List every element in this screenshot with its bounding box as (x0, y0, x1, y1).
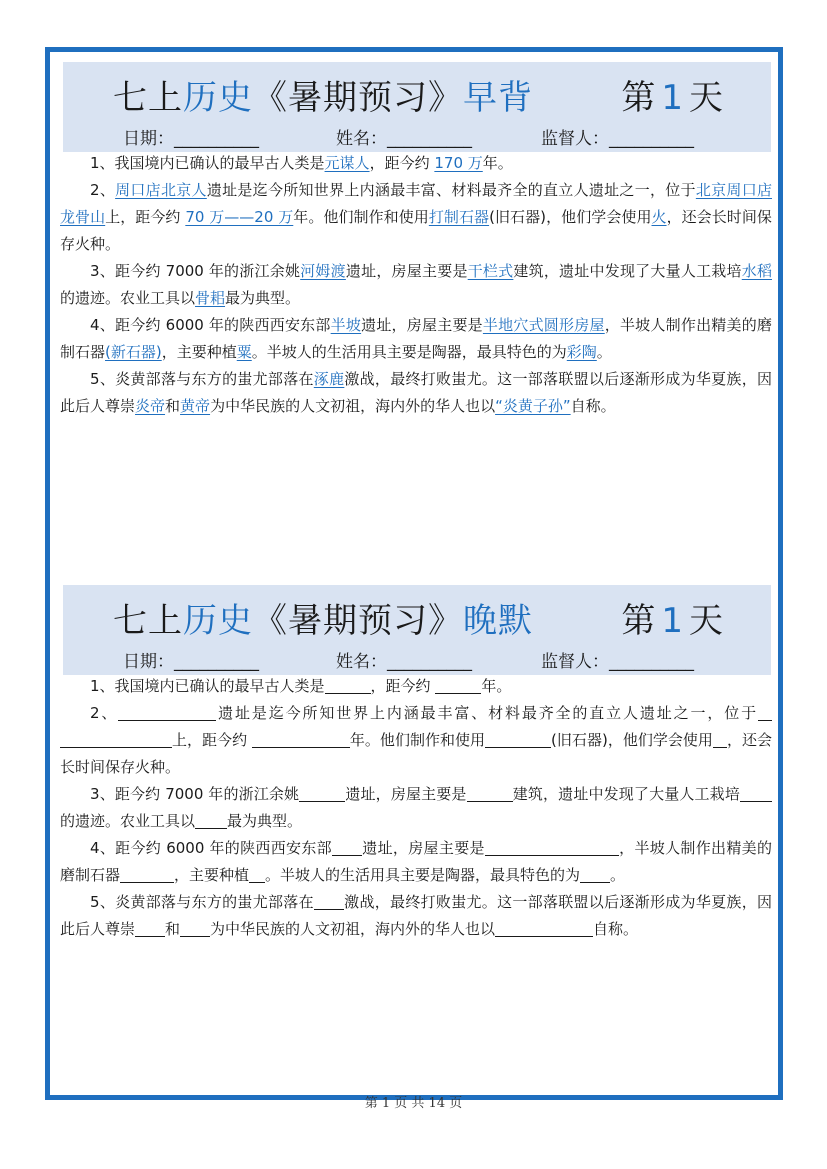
blank[interactable] (740, 783, 772, 802)
title-mode: 早背 (463, 78, 533, 118)
question-2: 2、周口店北京人遗址是迄今所知世界上内涵最丰富、材料最齐全的直立人遗址之一，位于北京周口店龙骨山上，距今约 70 万——20 万年。他们制作和使用打制石器(旧石器)，他们学会使用火，还会长时间保存火种。 (60, 181, 772, 253)
blank[interactable] (332, 837, 362, 856)
blank[interactable] (195, 810, 227, 829)
date-field[interactable]: 日期：__________ (123, 652, 259, 672)
blank[interactable] (252, 729, 350, 748)
blank[interactable] (485, 837, 619, 856)
answer: 周口店北京人 (115, 181, 207, 199)
question-3: 3、距今约 7000 年的浙江余姚 遗址，房屋主要是 建筑，遗址中发现了大量人工栽培的遗迹。农业工具以 最为典型。 (60, 781, 772, 835)
name-field[interactable]: 姓名：__________ (336, 129, 472, 149)
question-4: 4、距今约 6000 年的陕西西安东部半坡遗址，房屋主要是半地穴式圆形房屋，半坡人制作出精美的磨制石器(新石器)，主要种植粟。半坡人的生活用具主要是陶器，最具特色的为彩陶。 (60, 316, 772, 361)
morning-title (113, 70, 533, 119)
blank[interactable] (60, 729, 172, 748)
question-5: 5、炎黄部落与东方的蚩尤部落在 激战，最终打败蚩尤。这一部落联盟以后逐渐形成为华夏族，因此后人尊崇 和 为中华民族的人文初祖，海内外的华人也以 自称。 (60, 893, 772, 938)
day-prefix: 第 (621, 601, 656, 641)
blank[interactable] (713, 729, 727, 748)
day-prefix: 第 (621, 78, 656, 118)
title-subject: 历史 (183, 78, 253, 118)
title-mode: 晚默 (463, 601, 533, 641)
title-book: 《暑期预习》 (253, 78, 463, 118)
page-frame (45, 47, 783, 1100)
answer: 粟 (236, 343, 252, 361)
blank[interactable] (495, 918, 593, 937)
blank[interactable] (120, 864, 174, 883)
answer: 骨耜 (195, 289, 226, 307)
title-subject: 历史 (183, 601, 253, 641)
blank[interactable] (299, 783, 345, 802)
answer: 半坡 (330, 316, 362, 334)
evening-content (60, 673, 772, 943)
morning-day (621, 70, 723, 119)
answer: 北京周口店龙骨山 (60, 181, 772, 226)
date-field[interactable]: 日期：__________ (123, 129, 259, 149)
answer: 半地穴式圆形房屋 (482, 316, 605, 334)
question-1: 1、我国境内已确认的最早古人类是 ，距今约 年。 (90, 677, 512, 695)
answer: “炎黄子孙” (495, 397, 571, 415)
blank[interactable] (135, 918, 165, 937)
blank[interactable] (118, 702, 216, 721)
answer: 火 (651, 208, 667, 226)
day-suffix: 天 (689, 78, 723, 118)
day-number: 1 (661, 601, 683, 641)
question-2: 2、 遗址是迄今所知世界上内涵最丰富、材料最齐全的直立人遗址之一，位于 上，距今约 年。他们制作和使用 (旧石器)，他们学会使用 ，还会长时间保存火种。 (60, 704, 772, 776)
blank[interactable] (467, 783, 513, 802)
answer: 干栏式 (467, 262, 514, 280)
morning-content (60, 150, 772, 420)
blank[interactable] (580, 864, 610, 883)
blank[interactable] (180, 918, 210, 937)
name-field[interactable]: 姓名：__________ (336, 652, 472, 672)
evening-header (63, 585, 771, 675)
morning-header (63, 62, 771, 152)
question-3: 3、距今约 7000 年的浙江余姚河姆渡遗址，房屋主要是干栏式建筑，遗址中发现了大量人工栽培水稻的遗迹。农业工具以骨耜最为典型。 (60, 262, 772, 307)
answer: 炎帝 (135, 397, 166, 415)
answer: 彩陶 (566, 343, 597, 361)
evening-title (113, 593, 533, 642)
question-1: 1、我国境内已确认的最早古人类是元谋人，距今约 170 万年。 (90, 154, 513, 172)
blank[interactable] (314, 891, 344, 910)
page-footer: 第 1 页 共 14 页 (364, 1096, 463, 1111)
title-prefix: 七上 (113, 601, 183, 641)
evening-day (621, 593, 723, 642)
answer: 70 万——20 万 (185, 208, 294, 226)
answer: 打制石器 (428, 208, 490, 226)
title-prefix: 七上 (113, 78, 183, 118)
answer: 涿鹿 (313, 370, 345, 388)
day-suffix: 天 (689, 601, 723, 641)
answer: 元谋人 (324, 154, 370, 172)
question-5: 5、炎黄部落与东方的蚩尤部落在涿鹿激战，最终打败蚩尤。这一部落联盟以后逐渐形成为华夏族，因此后人尊崇炎帝和黄帝为中华民族的人文初祖，海内外的华人也以“炎黄子孙”自称。 (60, 370, 772, 415)
answer: 170 万 (434, 154, 483, 172)
answer: 河姆渡 (300, 262, 346, 280)
blank[interactable] (249, 864, 265, 883)
supervisor-field[interactable]: 监督人：__________ (541, 652, 694, 672)
day-number: 1 (661, 78, 683, 118)
supervisor-field[interactable]: 监督人：__________ (541, 129, 694, 149)
blank[interactable] (435, 675, 481, 694)
answer: 黄帝 (180, 397, 211, 415)
title-book: 《暑期预习》 (253, 601, 463, 641)
blank[interactable] (485, 729, 551, 748)
answer: (新石器) (105, 343, 162, 361)
answer: 水稻 (741, 262, 772, 280)
blank[interactable] (758, 702, 772, 721)
blank[interactable] (325, 675, 371, 694)
question-4: 4、距今约 6000 年的陕西西安东部 遗址，房屋主要是 ，半坡人制作出精美的磨制石器 ，主要种植 。半坡人的生活用具主要是陶器，最具特色的为 。 (60, 839, 772, 884)
